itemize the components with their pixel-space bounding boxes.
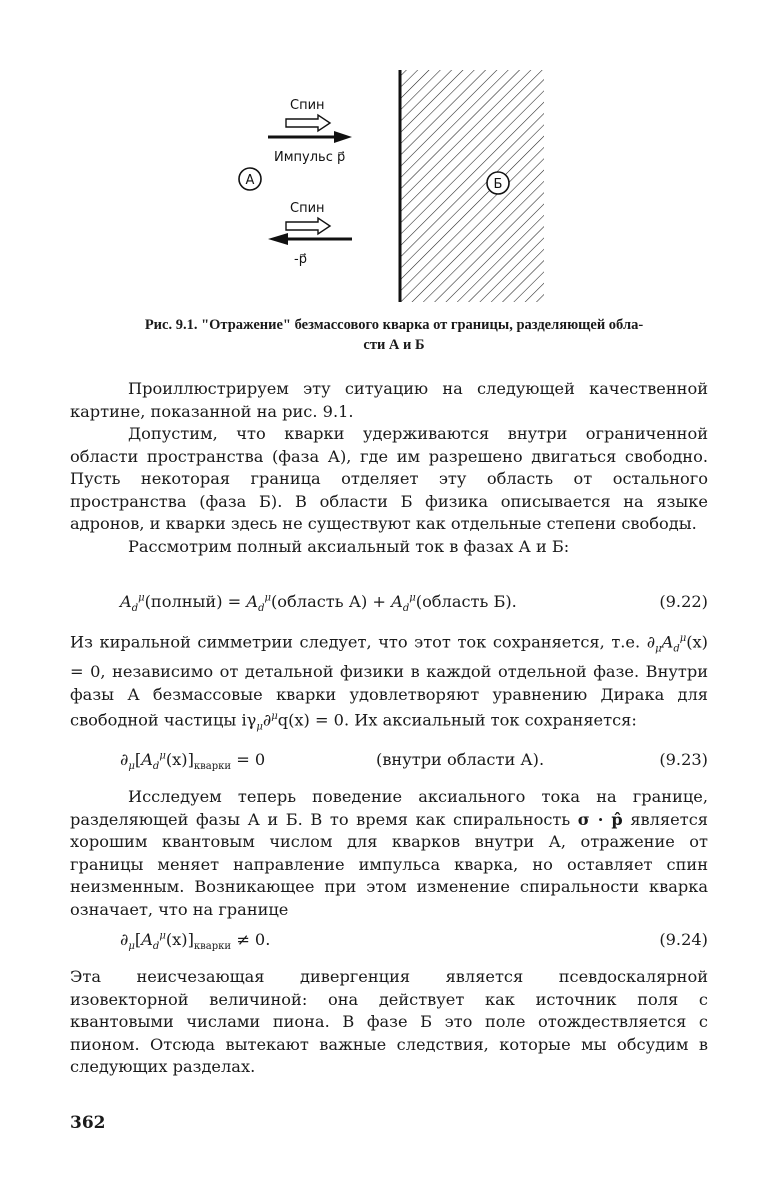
page-number: 362	[70, 1113, 106, 1133]
caption-line-1: Рис. 9.1. "Отражение" безмассового кварка от границы, разделяющей обла-	[144, 317, 644, 333]
paragraph-6: Эта неисчезающая дивергенция является псевдоскалярной изовекторной величиной: она действует как источник поля с квантовыми числами пиона. В фазе Б это поле отождествляется с пионом. Отсюда вытекают важные следствия, которые мы обсудим в следующих разделах.	[70, 967, 708, 1076]
momentum-label: Импульс p⃗	[274, 150, 346, 165]
region-a-marker	[239, 168, 261, 190]
figure-9-1	[230, 65, 560, 305]
spin-top-label: Спин	[290, 98, 325, 113]
spin-arrow-bottom	[286, 218, 330, 234]
text-block-3	[70, 786, 708, 921]
equation-number-9-22: (9.22)	[659, 592, 708, 611]
caption-line-2: сти А и Б	[363, 337, 425, 353]
region-b-label: Б	[493, 177, 503, 192]
region-b-hatched	[400, 70, 544, 302]
spin-bottom-label: Спин	[290, 201, 325, 216]
paragraph-1: Проиллюстрируем эту ситуацию на следующей качественной картине, показанной на рис. 9.1.	[70, 379, 708, 421]
neg-momentum-label: -p⃗	[294, 252, 307, 267]
region-a-label: А	[245, 173, 255, 188]
equation-number-9-23: (9.23)	[659, 750, 708, 769]
momentum-arrow-left	[268, 233, 352, 245]
equation-number-9-24: (9.24)	[659, 930, 708, 949]
figure-caption	[84, 315, 704, 355]
text-block-1	[70, 378, 708, 558]
text-block-4	[70, 966, 708, 1079]
spin-arrow-top	[286, 115, 330, 131]
paragraph-4: Из киральной симметрии следует, что этот ток сохраняется, т.е. $\partial_\mu A_d^\mu(x) = 0$, независимо от детальной физики в каждой отдельной фазе. Внутри фазы А безмассовые кварки удовлетворяют уравнению Дирака для свободной частицы $i\gamma_\mu\partial^\mu q(x) = 0$. Их аксиальный ток сохраняется:	[70, 632, 708, 733]
region-b-marker	[487, 172, 509, 194]
paragraph-2: Допустим, что кварки удерживаются внутри ограниченной области пространства (фаза А), где им разрешено двигаться свободно. Пусть некоторая граница отделяет эту область от остального пространства (фаза Б). В области Б физика описывается на языке адронов, и кварки здесь не существуют как отдельные степени свободы.	[70, 424, 708, 533]
momentum-arrow-right	[268, 131, 352, 143]
paragraph-3: Рассмотрим полный аксиальный ток в фазах А и Б:	[128, 536, 570, 556]
paragraph-5: Исследуем теперь поведение аксиального тока на границе, разделяющей фазы А и Б. В то время как спиральность σ · p̂ является хорошим квантовым числом для кварков внутри А, отражение от границы меняет направление импульса кварка, но оставляет спин неизменным. Возникающее при этом изменение спиральности кварка означает, что на границе	[70, 787, 708, 919]
text-block-2	[70, 628, 708, 739]
